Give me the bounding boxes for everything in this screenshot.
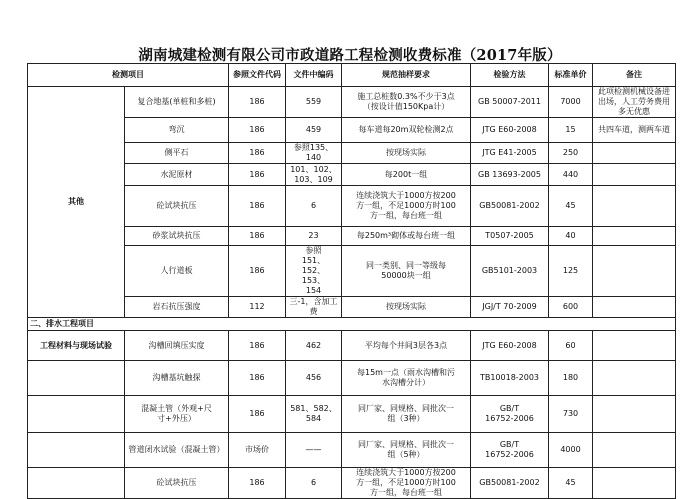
cell-code: 186 (229, 331, 286, 361)
cell-req: 连续浇筑大于1000方按200方一组，不足1000方时100方一组，每台班一组 (342, 468, 471, 499)
table-row (28, 468, 676, 499)
cell-note (593, 433, 676, 468)
cell-code: 市场价 (229, 433, 286, 468)
cell-req: 施工总桩数0.3%不少于3点（按设计值150Kpa计） (342, 87, 471, 118)
cell-code: 186 (229, 143, 286, 164)
cell-num: 456 (286, 361, 342, 396)
cell-price: 15 (549, 118, 593, 143)
cell-price: 60 (549, 331, 593, 361)
cell-num: 参照135、140 (286, 143, 342, 164)
cell-num: 23 (286, 227, 342, 246)
table-row (28, 297, 676, 318)
cell-req: 每15m一点（雨水沟槽和污水沟槽分计） (342, 361, 471, 396)
cell-note (593, 164, 676, 186)
table-row (28, 143, 676, 164)
cell-item: 弯沉 (125, 118, 229, 143)
cell-method: GB 50007-2011 (471, 87, 549, 118)
cell-num: 三-1，含加工费 (286, 297, 342, 318)
table-row (28, 87, 676, 118)
cell-price: 45 (549, 186, 593, 227)
header-price: 标准单价 (549, 64, 593, 87)
cell-req: 平均每个井间3层各3点 (342, 331, 471, 361)
cell-note (593, 227, 676, 246)
cell-req: 按现场实际 (342, 143, 471, 164)
cell-num: 581、582、584 (286, 396, 342, 433)
cell-num: 462 (286, 331, 342, 361)
header-item: 检测项目 (28, 64, 229, 87)
cell-method: GB5101-2003 (471, 246, 549, 297)
cell-item: 混凝土管（外观+尺寸+外压） (125, 396, 229, 433)
fee-table (27, 63, 676, 499)
cell-item: 砂浆试块抗压 (125, 227, 229, 246)
cell-price: 600 (549, 297, 593, 318)
cell-price: 7000 (549, 87, 593, 118)
cell-item: 岩石抗压强度 (125, 297, 229, 318)
cell-price: 180 (549, 361, 593, 396)
cell-note: 此项检测机械设备进出场，人工劳务费用多无优惠 (593, 87, 676, 118)
cell-item: 管道闭水试验（混凝土管） (125, 433, 229, 468)
cell-num: 459 (286, 118, 342, 143)
cell-price: 40 (549, 227, 593, 246)
cell-item: 砼试块抗压 (125, 186, 229, 227)
table-row (28, 186, 676, 227)
cell-item: 水泥原材 (125, 164, 229, 186)
cell-note (593, 143, 676, 164)
cell-code: 186 (229, 246, 286, 297)
header-note: 备注 (593, 64, 676, 87)
cell-num: 6 (286, 186, 342, 227)
header-code: 参照文件代码 (229, 64, 286, 87)
cell-price: 440 (549, 164, 593, 186)
cell-code: 186 (229, 118, 286, 143)
cell-method: JTG E60-2008 (471, 331, 549, 361)
header-req: 规范抽样要求 (342, 64, 471, 87)
cell-method: JTG E60-2008 (471, 118, 549, 143)
cell-code: 186 (229, 227, 286, 246)
cell-method: GB 13693-2005 (471, 164, 549, 186)
cell-num: —— (286, 433, 342, 468)
cell-code: 186 (229, 164, 286, 186)
cell-code: 186 (229, 468, 286, 499)
cell-method: T0507-2005 (471, 227, 549, 246)
table-row (28, 118, 676, 143)
cell-method: JGJ/T 70-2009 (471, 297, 549, 318)
header-num: 文件中编码 (286, 64, 342, 87)
cell-req: 连续浇筑大于1000方按200方一组，不足1000方时100方一组，每台班一组 (342, 186, 471, 227)
cell-method: GB/T 16752-2006 (471, 396, 549, 433)
cell-note: 共四车道，测两车道 (593, 118, 676, 143)
table-row (28, 396, 676, 433)
cell-price: 250 (549, 143, 593, 164)
group-label-drain: 工程材料与现场试验 (28, 331, 125, 361)
cell-req: 同厂家、同规格、同批次一组（5种） (342, 433, 471, 468)
cell-price: 45 (549, 468, 593, 499)
cell-note (593, 246, 676, 297)
cell-item: 沟槽回填压实度 (125, 331, 229, 361)
cell-method: JTG E41-2005 (471, 143, 549, 164)
cell-num: 559 (286, 87, 342, 118)
cell-num: 101、102、103、109 (286, 164, 342, 186)
table-row (28, 433, 676, 468)
cell-req: 同一类别、同一等级每50000块一组 (342, 246, 471, 297)
cell-note (593, 468, 676, 499)
cell-code: 186 (229, 396, 286, 433)
cell-item: 复合地基(单桩和多桩) (125, 87, 229, 118)
cell-method: GB50081-2002 (471, 186, 549, 227)
cell-note (593, 361, 676, 396)
cell-price: 125 (549, 246, 593, 297)
cell-blank (28, 433, 125, 468)
cell-item: 砼试块抗压 (125, 468, 229, 499)
cell-num: 参照151、152、153、154 (286, 246, 342, 297)
cell-code: 112 (229, 297, 286, 318)
cell-code: 186 (229, 186, 286, 227)
cell-code: 186 (229, 361, 286, 396)
cell-num: 6 (286, 468, 342, 499)
cell-blank (28, 468, 125, 499)
cell-price: 730 (549, 396, 593, 433)
table-row (28, 331, 676, 361)
cell-req: 同厂家、同规格、同批次一组（3种） (342, 396, 471, 433)
cell-note (593, 186, 676, 227)
cell-blank (28, 361, 125, 396)
cell-note (593, 331, 676, 361)
cell-note (593, 297, 676, 318)
cell-item: 人行道板 (125, 246, 229, 297)
table-row (28, 361, 676, 396)
cell-method: TB10018-2003 (471, 361, 549, 396)
cell-note (593, 396, 676, 433)
group-label-other: 其他 (28, 87, 125, 318)
header-method: 检验方法 (471, 64, 549, 87)
cell-req: 每250m³砌体或每台班一组 (342, 227, 471, 246)
cell-blank (28, 396, 125, 433)
cell-code: 186 (229, 87, 286, 118)
cell-price: 4000 (549, 433, 593, 468)
cell-req: 每车道每20m双轮检测2点 (342, 118, 471, 143)
page-title: 湖南城建检测有限公司市政道路工程检测收费标准（2017年版） (138, 47, 562, 64)
cell-method: GB/T 16752-2006 (471, 433, 549, 468)
cell-method: GB50081-2002 (471, 468, 549, 499)
table-row (28, 227, 676, 246)
cell-req: 每200t一组 (342, 164, 471, 186)
cell-item: 侧平石 (125, 143, 229, 164)
table-row (28, 246, 676, 297)
cell-item: 沟槽基坑触探 (125, 361, 229, 396)
table-row (28, 164, 676, 186)
section-heading-drainage: 二、排水工程项目 (28, 318, 676, 331)
cell-req: 按现场实际 (342, 297, 471, 318)
header-row (28, 64, 676, 87)
section-row (28, 318, 676, 331)
